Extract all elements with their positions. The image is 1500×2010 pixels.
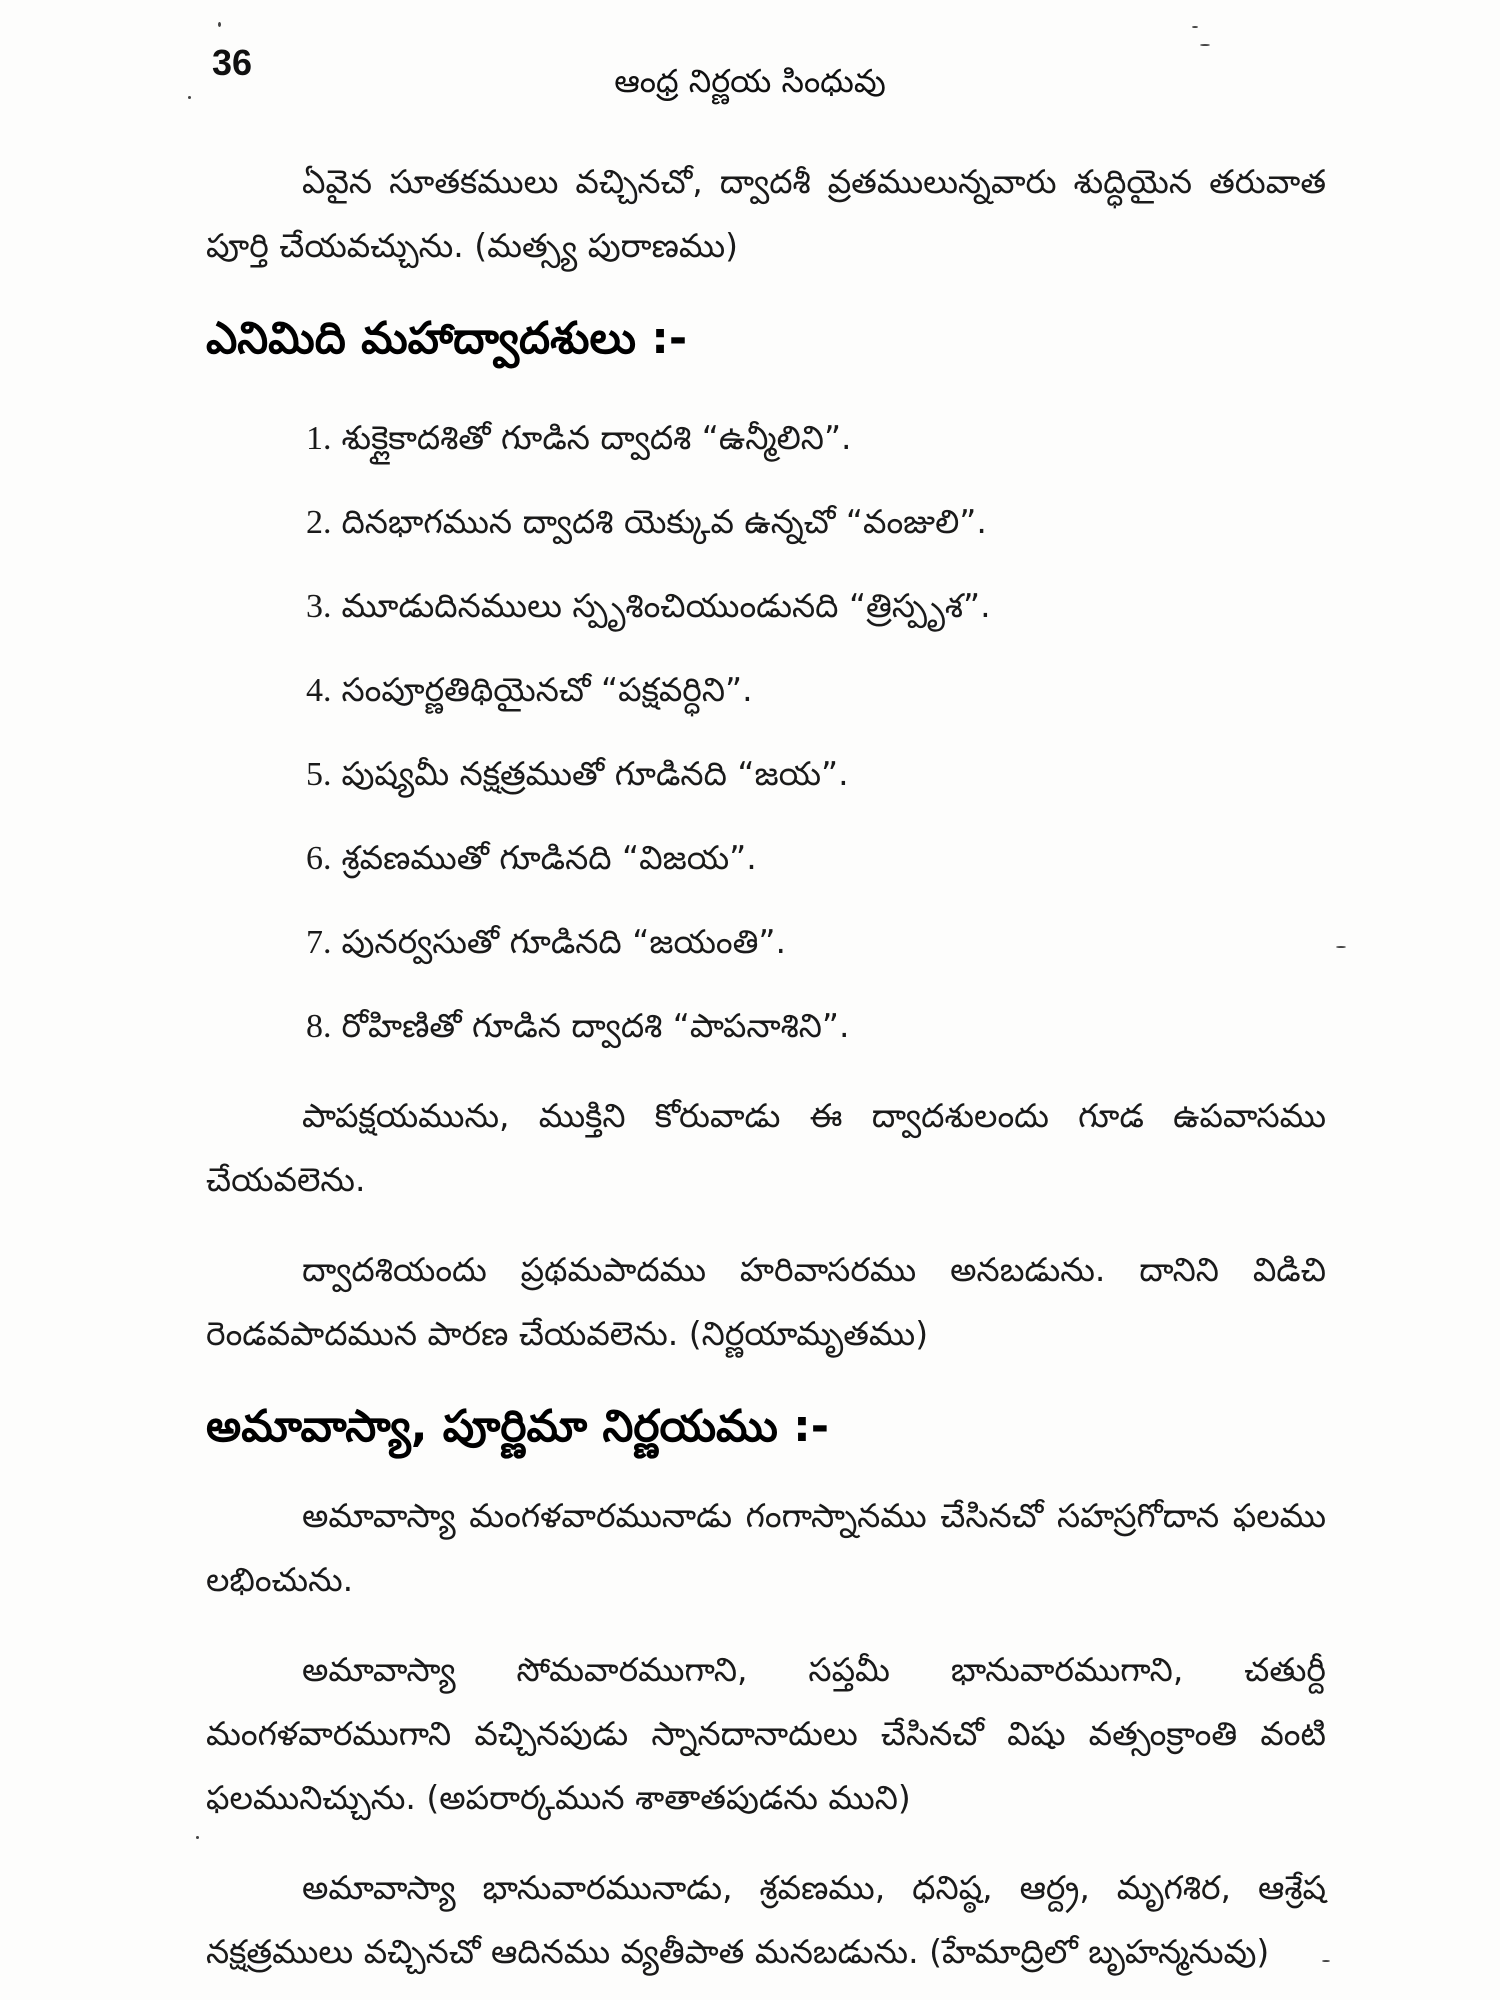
page-body	[206, 150, 1326, 2010]
list-item	[306, 480, 1326, 564]
scan-speck	[196, 1836, 199, 1839]
list-item-number: 6.	[306, 840, 332, 877]
list-item	[306, 900, 1326, 984]
scan-speck	[1192, 26, 1198, 28]
running-head: ఆంధ్ర నిర్ణయ సింధువు	[614, 62, 886, 100]
scan-speck	[218, 22, 221, 27]
list-item-number: 7.	[306, 924, 332, 961]
list-item-number: 2.	[306, 504, 332, 541]
list-item-number: 8.	[306, 1008, 332, 1045]
dwadashi-list	[206, 396, 1326, 1068]
list-item	[306, 396, 1326, 480]
list-item-text: మూడుదినములు స్పృశించియుండునది “త్రిస్పృశ”.	[341, 586, 991, 625]
list-item-number: 1.	[306, 420, 332, 457]
scan-speck	[1336, 946, 1346, 948]
list-item	[306, 564, 1326, 648]
list-item-number: 3.	[306, 588, 332, 625]
intro-paragraph: ఏవైన సూతకములు వచ్చినచో, ద్వాదశీ వ్రతములున్నవారు శుద్ధియైన తరువాత పూర్తి చేయవచ్చును. (మత్స్య పురాణము)	[206, 162, 1326, 265]
list-item-text: దినభాగమున ద్వాదశి యెక్కువ ఉన్నచో “వంజులి”.	[341, 502, 987, 541]
list-item-text: పుష్యమీ నక్షత్రముతో గూడినది “జయ”.	[341, 754, 849, 793]
body-paragraph: అమావాస్యా భానువారమునాడు, శ్రవణము, ధనిష్ఠ, ఆర్ద్ర, మృగశిర, ఆశ్రేష నక్షత్రములు వచ్చినచో ఆదినము వ్యతీపాత మనబడును. (హేమాద్రిలో బృహన్మనువు)	[206, 1868, 1326, 1971]
list-item-number: 5.	[306, 756, 332, 793]
list-item-text: పునర్వసుతో గూడినది “జయంతి”.	[341, 922, 787, 961]
scan-speck	[1200, 44, 1210, 46]
list-item	[306, 816, 1326, 900]
list-item-text: శ్రవణముతో గూడినది “విజయ”.	[341, 838, 757, 877]
list-item	[306, 732, 1326, 816]
body-paragraph: పాపక్షయమును, ముక్తిని కోరువాడు ఈ ద్వాదశులందు గూడ ఉపవాసము చేయవలెను.	[206, 1096, 1326, 1199]
scan-speck	[1322, 1960, 1330, 1962]
section-heading-amavasya-purnima: అమావాస్యా, పూర్ణిమా నిర్ణయము :-	[206, 1401, 830, 1452]
list-item	[306, 984, 1326, 1068]
page-number: 36	[212, 42, 253, 83]
list-item-number: 4.	[306, 672, 332, 709]
body-paragraph: ద్వాదశియందు ప్రథమపాదము హరివాసరము అనబడును. దానిని విడిచి రెండవపాదమున పారణ చేయవలెను. (నిర్ణయామృతము)	[206, 1250, 1326, 1353]
list-item-text: సంపూర్ణతిథియైనచో “పక్షవర్ధిని”.	[341, 670, 753, 709]
body-paragraph: అమావాస్యా సోమవారముగాని, సప్తమీ భానువారముగాని, చతుర్దీ మంగళవారముగాని వచ్చినపుడు స్నానదానాదులు చేసినచో విషు వత్సంక్రాంతి వంటి ఫలమునిచ్చును. (అపరార్కమున శాతాతపుడను ముని)	[206, 1650, 1326, 1817]
list-item-text: రోహిణితో గూడిన ద్వాదశి “పాపనాశిని”.	[341, 1006, 850, 1045]
section-heading-maha-dwadashi: ఎనిమిది మహాద్వాదశులు :-	[206, 313, 688, 364]
body-paragraph: అమావాస్యా మంగళవారమునాడు గంగాస్నానము చేసినచో సహస్రగోదాన ఫలము లభించును.	[206, 1496, 1326, 1599]
scan-speck	[188, 96, 191, 99]
list-item-text: శుక్లైకాదశితో గూడిన ద్వాదశి “ఉన్మీలిని”.	[341, 418, 852, 457]
list-item	[306, 648, 1326, 732]
